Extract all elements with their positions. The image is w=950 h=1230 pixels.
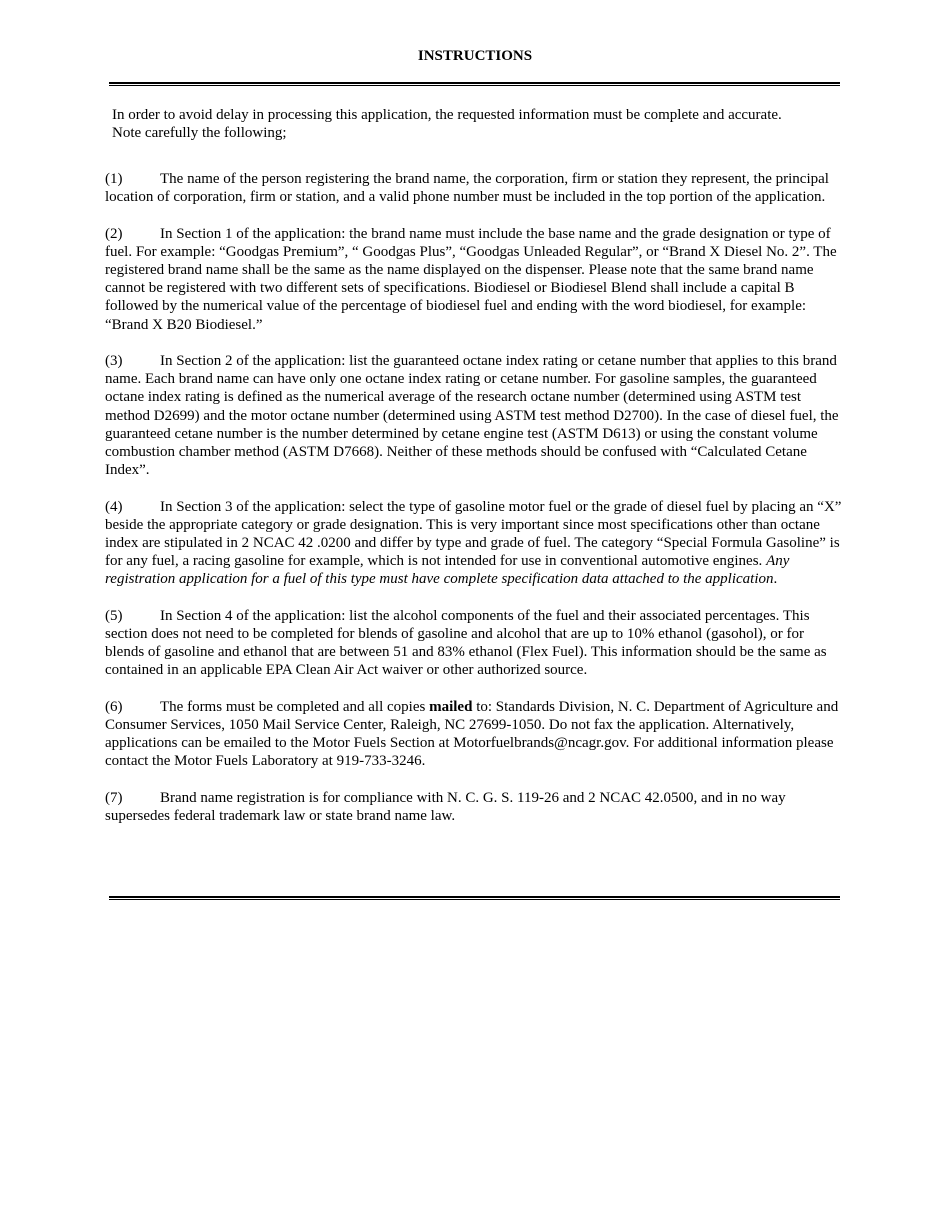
item-text: In Section 3 of the application: select the type of gasoline motor fuel or the grade of diesel fuel by placing an “X” beside the appropriate category or grade designation. This is very important since most specifications other than octane index are stipulated in 2 NCAC 42 .0200 and differ by type and grade of fuel. The category “Special Formula Gasoline” is for any fuel, a racing gasoline for example, which is not intended for use in conventional automotive engines. [105, 498, 842, 570]
instruction-item-3 [105, 352, 843, 479]
item-text-after: . [773, 571, 778, 588]
intro-line-2: Note carefully the following; [112, 125, 287, 142]
instruction-item-2 [105, 225, 843, 334]
instruction-item-4 [105, 498, 843, 589]
item-number: (1) [105, 171, 123, 187]
page-title: INSTRUCTIONS [417, 48, 533, 64]
item-number: (5) [105, 607, 123, 624]
instruction-item-7 [105, 789, 843, 825]
item-text-after: to: Standards Division, N. C. Department of Agriculture and Consumer Services, 1050 Mail Service Center, Raleigh, NC 27699-1050. Do not fax the application. Alternatively, applications can be emailed to the Motor Fuels Section at Motorfuelbrands@ncagr.gov. For additional information please contact the Motor Fuels Laboratory at 919-733-3246. [105, 698, 839, 770]
item-number: (4) [105, 498, 123, 515]
item-italic-text: Any registration application for a fuel of this type must have complete specification data attached to the application [105, 553, 790, 588]
instruction-item-1 [105, 170, 843, 206]
intro-paragraph [112, 106, 842, 142]
item-text: The name of the person registering the brand name, the corporation, firm or station they represent, the principal location of corporation, firm or station, and a valid phone number must be included in the top portion of the application. [105, 171, 829, 206]
bottom-double-rule [109, 896, 840, 900]
item-text: Brand name registration is for compliance with N. C. G. S. 119-26 and 2 NCAC 42.0500, and in no way supersedes federal trademark law or state brand name law. [105, 789, 786, 825]
item-text: In Section 1 of the application: the brand name must include the base name and the grade designation or type of fuel. For example: “Goodgas Premium”, “ Goodgas Plus”, “Goodgas Unleaded Regular”, or “Brand X Diesel No. 2”. The registered brand name shall be the same as the name displayed on the dispenser. Please note that the same brand name cannot be registered with two different sets of specifications. Biodiesel or Biodiesel Blend shall include a capital B followed by the numerical value of the percentage of biodiesel fuel and ending with the word biodiesel, for example: “Brand X B20 Biodiesel.” [105, 225, 837, 333]
item-number: (2) [105, 225, 123, 242]
top-double-rule [109, 82, 840, 86]
item-text: In Section 2 of the application: list the guaranteed octane index rating or cetane number that applies to this brand name. Each brand name can have only one octane index rating or cetane number. For gasoline samples, the guaranteed octane index rating is defined as the numerical average of the research octane number (determined using ASTM test method D2699) and the motor octane number (determined using ASTM test method D2700). In the case of diesel fuel, the guaranteed cetane number is the number determined by cetane engine test (ASTM D613) or using the constant volume combustion chamber method (ASTM D7668). Neither of these methods should be confused with “Calculated Cetane Index”. [105, 353, 839, 479]
item-bold-text: mailed [429, 698, 473, 715]
instruction-item-5 [105, 607, 843, 680]
item-number: (3) [105, 353, 123, 369]
instruction-item-6 [105, 698, 843, 771]
item-text: The forms must be completed and all copies [160, 698, 430, 715]
item-number: (6) [105, 698, 123, 715]
item-number: (7) [105, 789, 123, 806]
instruction-list [105, 170, 843, 843]
item-text: In Section 4 of the application: list the alcohol components of the fuel and their associated percentages. This section does not need to be completed for blends of gasoline and alcohol that are up to 10% ethanol (gasohol), or for blends of gasoline and ethanol that are between 51 and 83% ethanol (Flex Fuel). This information should be the same as contained in an applicable EPA Clean Air Act waiver or other authorized source. [105, 607, 827, 679]
intro-line-1: In order to avoid delay in processing this application, the requested information must be complete and accurate. [112, 107, 782, 123]
